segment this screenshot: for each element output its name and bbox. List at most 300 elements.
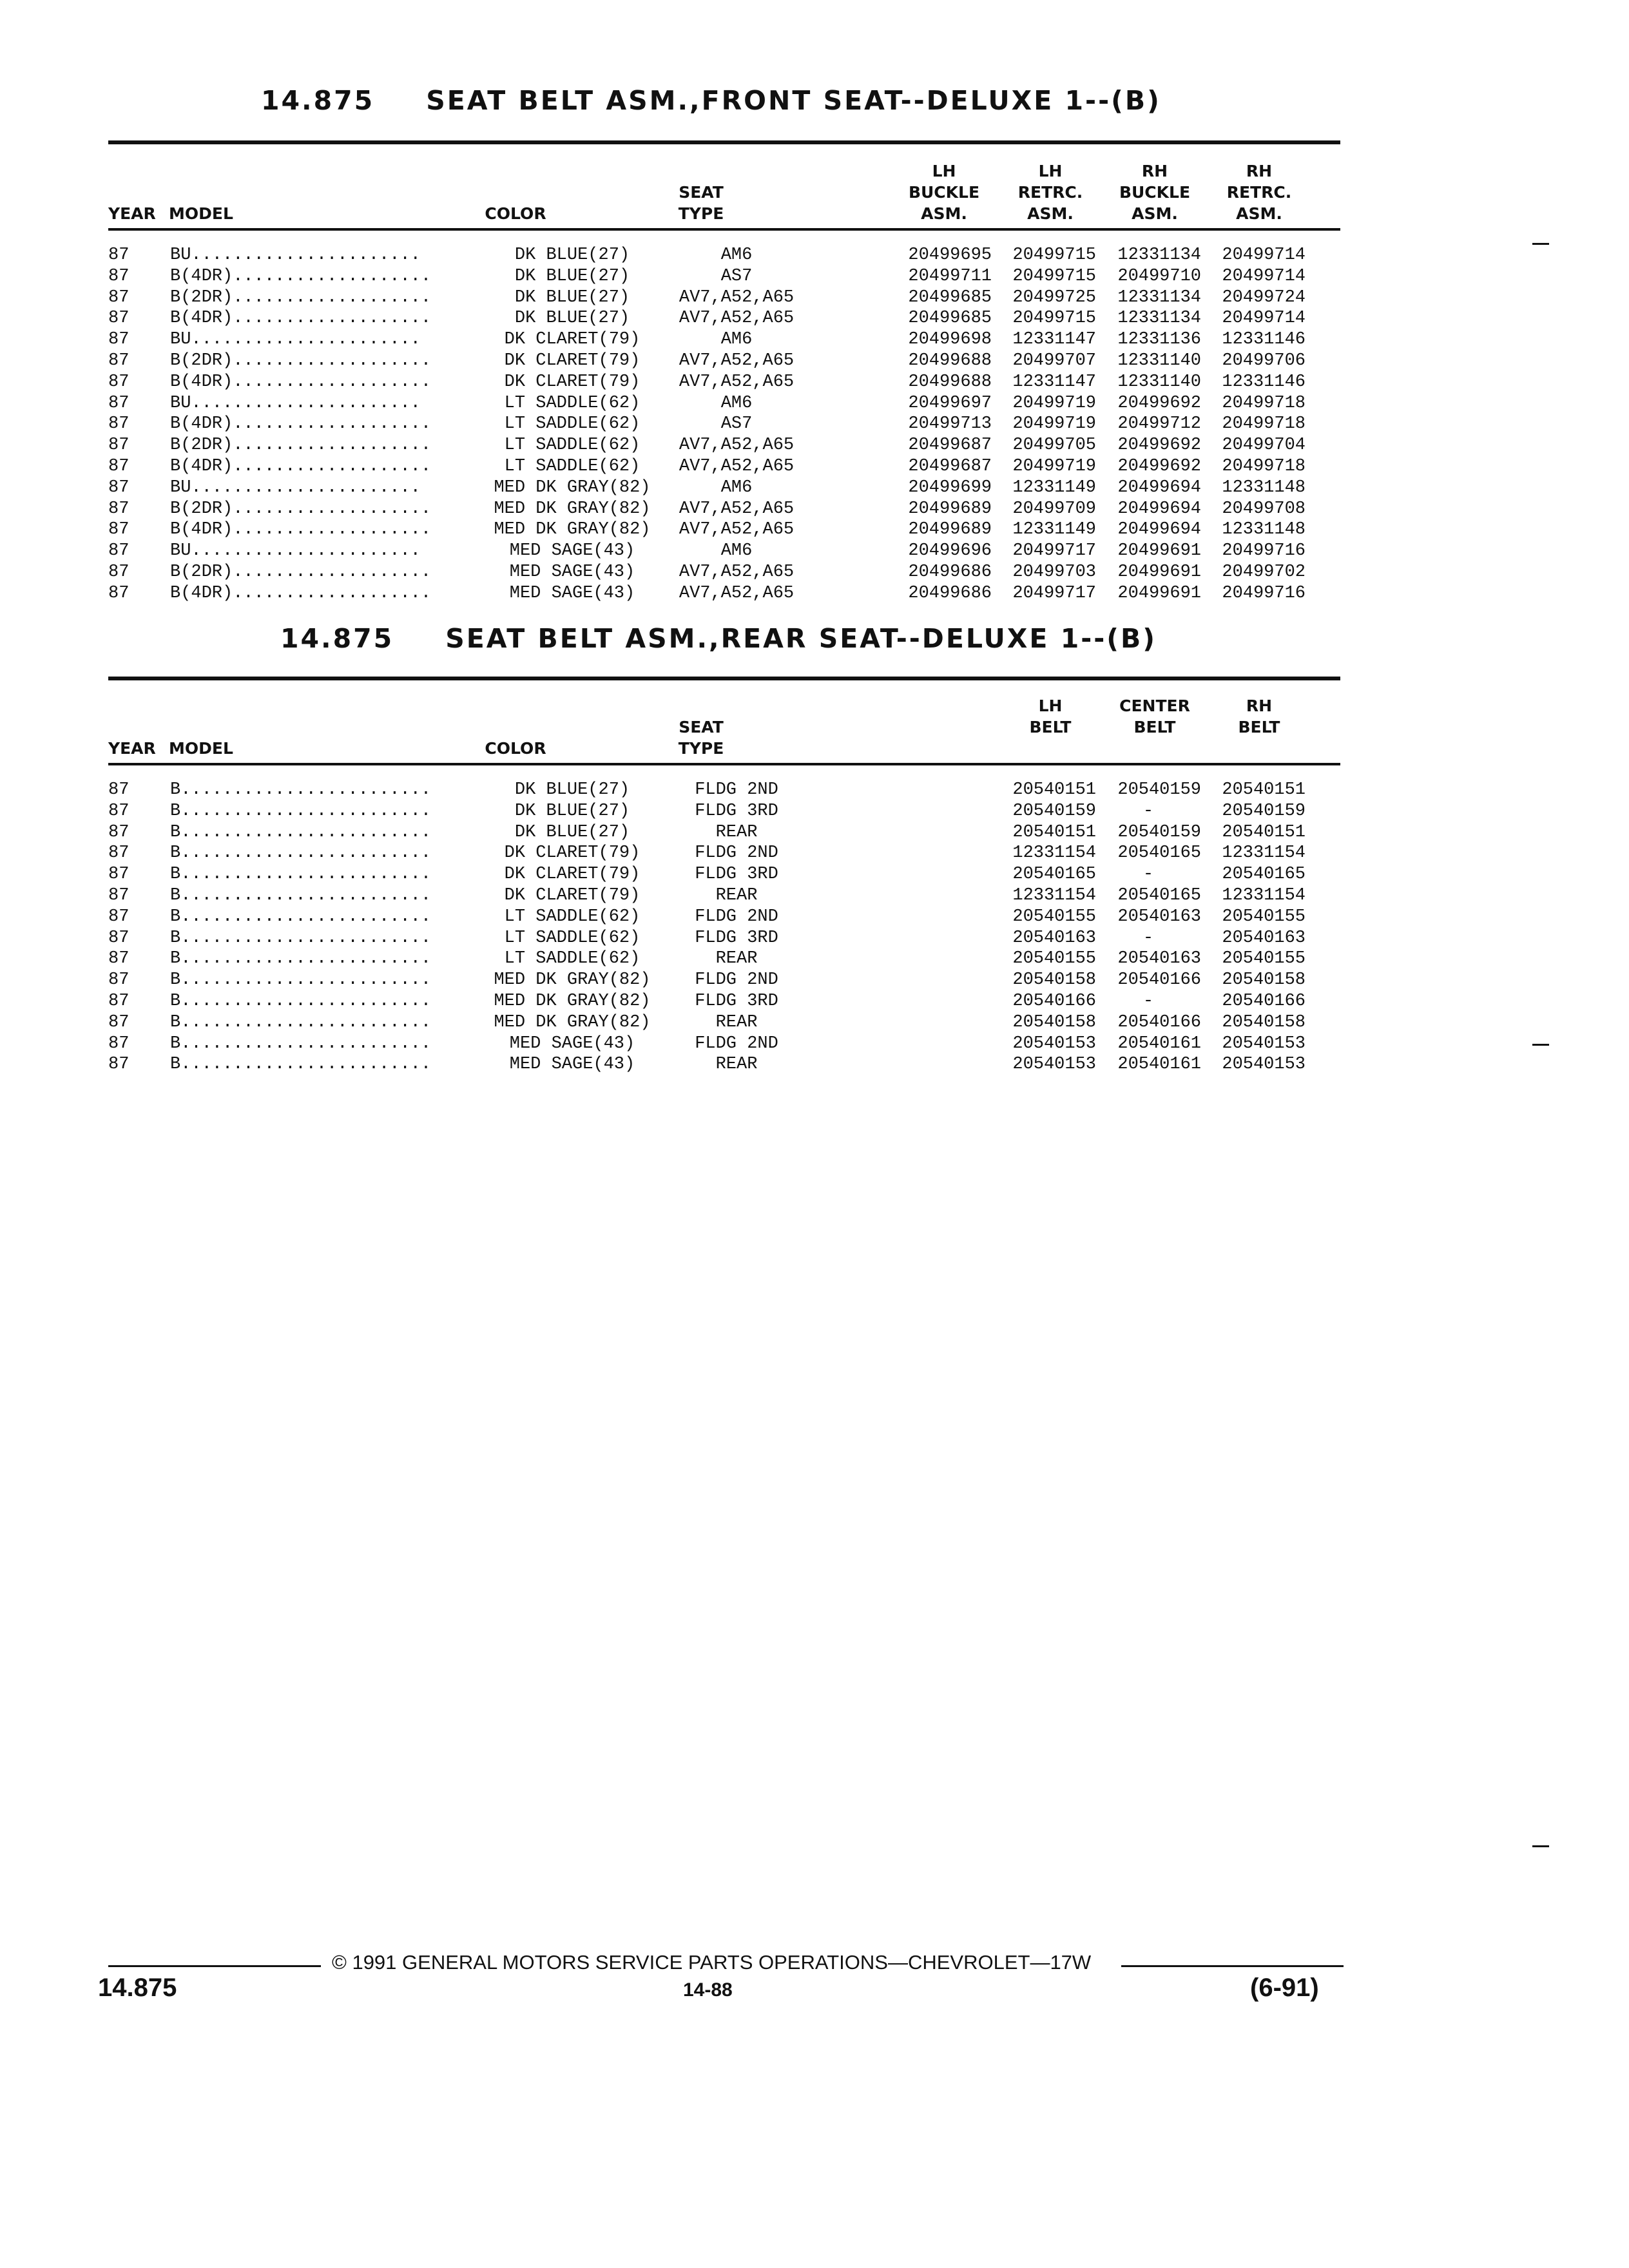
part-number-cell: 20499704 bbox=[1222, 436, 1306, 456]
part-number-cell: 12331148 bbox=[1222, 477, 1306, 497]
model-cell: B(4DR)................... bbox=[170, 456, 432, 476]
part-number-cell: 20540165 bbox=[1117, 885, 1201, 905]
model-cell: B(4DR)................... bbox=[170, 520, 432, 540]
color-cell: LT SADDLE(62) bbox=[434, 435, 711, 456]
table-row bbox=[108, 245, 1340, 266]
color-cell: DK BLUE(27) bbox=[434, 801, 711, 822]
seat-type-cell: REAR bbox=[715, 822, 758, 842]
seat-type-cell: REAR bbox=[715, 1055, 758, 1075]
rear-top-rule bbox=[108, 677, 1340, 680]
color-cell: MED DK GRAY(82) bbox=[434, 499, 711, 520]
seat-type-cell: AM6 bbox=[720, 393, 753, 413]
part-number-cell: 20499691 bbox=[1117, 541, 1201, 561]
part-number-cell: 20540161 bbox=[1117, 1033, 1201, 1053]
table-row bbox=[108, 970, 1340, 991]
year-cell: 87 bbox=[108, 780, 130, 800]
color-cell: MED SAGE(43) bbox=[434, 583, 711, 604]
table-row bbox=[108, 991, 1340, 1012]
part-number-cell: 20540165 bbox=[1012, 865, 1096, 885]
front-header-lh-retractor: LH RETRC. ASM. bbox=[1017, 162, 1083, 223]
seat-type-cell: AV7,A52,A65 bbox=[679, 562, 795, 582]
year-cell: 87 bbox=[108, 1055, 130, 1075]
front-header-rh-buckle: RH BUCKLE ASM. bbox=[1119, 162, 1191, 223]
year-cell: 87 bbox=[108, 414, 130, 434]
part-number-cell: 20499694 bbox=[1117, 499, 1201, 519]
footer-copyright: © 1991 GENERAL MOTORS SERVICE PARTS OPERATIONS—CHEVROLET—17W bbox=[332, 1951, 1092, 1974]
part-number-cell: 20499694 bbox=[1117, 520, 1201, 540]
seat-type-cell: AM6 bbox=[720, 541, 753, 561]
part-number-cell: 20540165 bbox=[1117, 843, 1201, 863]
table-row bbox=[108, 907, 1340, 928]
front-section-heading: SEAT BELT ASM.,FRONT SEAT--DELUXE 1--(B) bbox=[426, 85, 1161, 116]
seat-type-cell: REAR bbox=[715, 1012, 758, 1032]
front-parts-table bbox=[108, 245, 1340, 604]
table-row bbox=[108, 801, 1340, 822]
part-number-cell: 20499715 bbox=[1012, 266, 1096, 286]
table-row bbox=[108, 928, 1340, 949]
part-number-cell: 20540158 bbox=[1222, 970, 1306, 990]
table-row bbox=[108, 308, 1340, 329]
part-number-cell: 20499712 bbox=[1117, 414, 1201, 434]
model-cell: B........................ bbox=[170, 991, 432, 1011]
table-row bbox=[108, 1033, 1340, 1055]
footer-rule-left bbox=[108, 1965, 321, 1967]
rear-section-heading: SEAT BELT ASM.,REAR SEAT--DELUXE 1--(B) bbox=[445, 623, 1157, 654]
part-number-cell: 12331146 bbox=[1222, 330, 1306, 350]
color-cell: MED DK GRAY(82) bbox=[434, 477, 711, 499]
part-number-cell: 20499716 bbox=[1222, 541, 1306, 561]
part-number-cell: 20540153 bbox=[1222, 1033, 1306, 1053]
color-cell: MED SAGE(43) bbox=[434, 541, 711, 562]
rear-header-year: YEAR bbox=[108, 739, 156, 758]
seat-type-cell: FLDG 2ND bbox=[695, 970, 778, 990]
part-number-cell: 12331140 bbox=[1117, 351, 1201, 370]
part-number-cell: 20540155 bbox=[1222, 949, 1306, 969]
year-cell: 87 bbox=[108, 865, 130, 885]
part-number-cell: 12331154 bbox=[1012, 885, 1096, 905]
part-number-cell: 20499714 bbox=[1222, 245, 1306, 265]
part-number-cell: 20499703 bbox=[1012, 562, 1096, 582]
table-row bbox=[108, 843, 1340, 864]
model-cell: BU...................... bbox=[170, 245, 421, 265]
year-cell: 87 bbox=[108, 907, 130, 927]
model-cell: B........................ bbox=[170, 949, 432, 969]
part-number-cell: 12331149 bbox=[1012, 520, 1096, 540]
part-number-cell: - bbox=[1142, 991, 1154, 1011]
color-cell: DK CLARET(79) bbox=[434, 329, 711, 351]
seat-type-cell: FLDG 2ND bbox=[695, 843, 778, 863]
front-header-rule bbox=[108, 228, 1340, 231]
part-number-cell: 20540155 bbox=[1012, 907, 1096, 927]
color-cell: LT SADDLE(62) bbox=[434, 928, 711, 949]
year-cell: 87 bbox=[108, 1033, 130, 1053]
rear-header-seat-type: SEAT TYPE bbox=[678, 718, 724, 758]
part-number-cell: 20499708 bbox=[1222, 499, 1306, 519]
part-number-cell: 20540155 bbox=[1222, 907, 1306, 927]
margin-tick bbox=[1532, 1845, 1549, 1847]
rear-header-rule bbox=[108, 763, 1340, 765]
part-number-cell: 12331147 bbox=[1012, 330, 1096, 350]
model-cell: B........................ bbox=[170, 1012, 432, 1032]
part-number-cell: 20540151 bbox=[1012, 780, 1096, 800]
table-row bbox=[108, 1012, 1340, 1033]
part-number-cell: 20540166 bbox=[1012, 991, 1096, 1011]
part-number-cell: 20499699 bbox=[908, 477, 992, 497]
table-row bbox=[108, 885, 1340, 907]
year-cell: 87 bbox=[108, 456, 130, 476]
model-cell: B........................ bbox=[170, 907, 432, 927]
model-cell: BU...................... bbox=[170, 541, 421, 561]
seat-type-cell: FLDG 3RD bbox=[695, 928, 778, 948]
table-row bbox=[108, 948, 1340, 970]
year-cell: 87 bbox=[108, 351, 130, 370]
seat-type-cell: FLDG 2ND bbox=[695, 907, 778, 927]
front-top-rule bbox=[108, 140, 1340, 144]
rear-header-color: COLOR bbox=[485, 739, 546, 758]
color-cell: MED SAGE(43) bbox=[434, 1054, 711, 1075]
color-cell: LT SADDLE(62) bbox=[434, 456, 711, 477]
part-number-cell: 20499725 bbox=[1012, 287, 1096, 307]
front-header-color: COLOR bbox=[485, 204, 546, 223]
part-number-cell: 12331134 bbox=[1117, 287, 1201, 307]
table-row bbox=[108, 864, 1340, 885]
year-cell: 87 bbox=[108, 330, 130, 350]
model-cell: B(4DR)................... bbox=[170, 266, 432, 286]
part-number-cell: 20499705 bbox=[1012, 436, 1096, 456]
part-number-cell: 20499694 bbox=[1117, 477, 1201, 497]
seat-type-cell: AV7,A52,A65 bbox=[679, 309, 795, 329]
part-number-cell: 12331136 bbox=[1117, 330, 1201, 350]
year-cell: 87 bbox=[108, 436, 130, 456]
part-number-cell: 20499689 bbox=[908, 499, 992, 519]
color-cell: DK CLARET(79) bbox=[434, 885, 711, 907]
part-number-cell: 20540159 bbox=[1117, 780, 1201, 800]
footer-section-number: 14.875 bbox=[98, 1974, 177, 2002]
part-number-cell: 20540158 bbox=[1222, 1012, 1306, 1032]
part-number-cell: 20499695 bbox=[908, 245, 992, 265]
part-number-cell: 20540151 bbox=[1222, 822, 1306, 842]
table-row bbox=[108, 562, 1340, 583]
color-cell: DK BLUE(27) bbox=[434, 780, 711, 801]
part-number-cell: 20499714 bbox=[1222, 309, 1306, 329]
part-number-cell: 20540158 bbox=[1012, 1012, 1096, 1032]
part-number-cell: - bbox=[1142, 801, 1154, 821]
model-cell: B........................ bbox=[170, 780, 432, 800]
seat-type-cell: AV7,A52,A65 bbox=[679, 456, 795, 476]
rear-header-center-belt: CENTER BELT bbox=[1119, 697, 1190, 736]
part-number-cell: 20499698 bbox=[908, 330, 992, 350]
year-cell: 87 bbox=[108, 541, 130, 561]
part-number-cell: 20540163 bbox=[1012, 928, 1096, 948]
year-cell: 87 bbox=[108, 801, 130, 821]
year-cell: 87 bbox=[108, 822, 130, 842]
part-number-cell: 20540159 bbox=[1012, 801, 1096, 821]
seat-type-cell: AS7 bbox=[720, 266, 753, 286]
color-cell: MED SAGE(43) bbox=[434, 1033, 711, 1055]
part-number-cell: 12331149 bbox=[1012, 477, 1096, 497]
table-row bbox=[108, 393, 1340, 414]
table-row bbox=[108, 822, 1340, 843]
model-cell: B........................ bbox=[170, 970, 432, 990]
part-number-cell: 20499689 bbox=[908, 520, 992, 540]
footer-revision-date: (6-91) bbox=[1250, 1974, 1319, 2002]
front-header-lh-buckle: LH BUCKLE ASM. bbox=[908, 162, 980, 223]
year-cell: 87 bbox=[108, 562, 130, 582]
part-number-cell: 20499719 bbox=[1012, 393, 1096, 413]
seat-type-cell: FLDG 3RD bbox=[695, 801, 778, 821]
rear-header-rh-belt: RH BELT bbox=[1238, 697, 1280, 736]
part-number-cell: 20499714 bbox=[1222, 266, 1306, 286]
part-number-cell: 20499685 bbox=[908, 287, 992, 307]
part-number-cell: 20499692 bbox=[1117, 393, 1201, 413]
part-number-cell: 20499715 bbox=[1012, 245, 1096, 265]
part-number-cell: 20499718 bbox=[1222, 456, 1306, 476]
part-number-cell: 20499702 bbox=[1222, 562, 1306, 582]
part-number-cell: 12331148 bbox=[1222, 520, 1306, 540]
table-row bbox=[108, 583, 1340, 604]
seat-type-cell: AV7,A52,A65 bbox=[679, 372, 795, 392]
front-header-year: YEAR bbox=[108, 204, 156, 223]
part-number-cell: 20499686 bbox=[908, 583, 992, 603]
part-number-cell: 12331154 bbox=[1222, 885, 1306, 905]
part-number-cell: 20499717 bbox=[1012, 583, 1096, 603]
year-cell: 87 bbox=[108, 287, 130, 307]
part-number-cell: 20499706 bbox=[1222, 351, 1306, 370]
model-cell: B(4DR)................... bbox=[170, 414, 432, 434]
part-number-cell: 20499710 bbox=[1117, 266, 1201, 286]
model-cell: B(4DR)................... bbox=[170, 309, 432, 329]
year-cell: 87 bbox=[108, 949, 130, 969]
year-cell: 87 bbox=[108, 266, 130, 286]
table-row bbox=[108, 414, 1340, 435]
model-cell: B(2DR)................... bbox=[170, 562, 432, 582]
color-cell: DK BLUE(27) bbox=[434, 822, 711, 843]
seat-type-cell: AV7,A52,A65 bbox=[679, 351, 795, 370]
part-number-cell: 20540163 bbox=[1117, 949, 1201, 969]
year-cell: 87 bbox=[108, 970, 130, 990]
part-number-cell: 12331140 bbox=[1117, 372, 1201, 392]
seat-type-cell: FLDG 3RD bbox=[695, 865, 778, 885]
part-number-cell: 20540163 bbox=[1117, 907, 1201, 927]
color-cell: DK CLARET(79) bbox=[434, 351, 711, 372]
seat-type-cell: AM6 bbox=[720, 477, 753, 497]
part-number-cell: 20540163 bbox=[1222, 928, 1306, 948]
year-cell: 87 bbox=[108, 885, 130, 905]
color-cell: MED DK GRAY(82) bbox=[434, 970, 711, 991]
part-number-cell: 20540161 bbox=[1117, 1055, 1201, 1075]
seat-type-cell: AV7,A52,A65 bbox=[679, 436, 795, 456]
color-cell: DK BLUE(27) bbox=[434, 308, 711, 329]
year-cell: 87 bbox=[108, 991, 130, 1011]
year-cell: 87 bbox=[108, 477, 130, 497]
model-cell: BU...................... bbox=[170, 330, 421, 350]
part-number-cell: 20499687 bbox=[908, 456, 992, 476]
margin-tick bbox=[1532, 1044, 1549, 1046]
front-header-seat-type: SEAT TYPE bbox=[678, 183, 724, 223]
part-number-cell: - bbox=[1142, 928, 1154, 948]
seat-type-cell: FLDG 2ND bbox=[695, 780, 778, 800]
color-cell: DK CLARET(79) bbox=[434, 372, 711, 393]
part-number-cell: 20499719 bbox=[1012, 414, 1096, 434]
rear-section-title bbox=[280, 623, 1157, 654]
year-cell: 87 bbox=[108, 520, 130, 540]
part-number-cell: 12331154 bbox=[1222, 843, 1306, 863]
part-number-cell: 20499711 bbox=[908, 266, 992, 286]
year-cell: 87 bbox=[108, 1012, 130, 1032]
table-row bbox=[108, 266, 1340, 287]
rear-header-lh-belt: LH BELT bbox=[1029, 697, 1072, 736]
part-number-cell: 20540151 bbox=[1222, 780, 1306, 800]
table-row bbox=[108, 287, 1340, 309]
color-cell: LT SADDLE(62) bbox=[434, 907, 711, 928]
model-cell: BU...................... bbox=[170, 393, 421, 413]
front-header-model: MODEL bbox=[169, 204, 233, 223]
color-cell: DK CLARET(79) bbox=[434, 843, 711, 864]
part-number-cell: 20499718 bbox=[1222, 414, 1306, 434]
part-number-cell: 20499692 bbox=[1117, 456, 1201, 476]
year-cell: 87 bbox=[108, 928, 130, 948]
part-number-cell: 12331134 bbox=[1117, 309, 1201, 329]
year-cell: 87 bbox=[108, 309, 130, 329]
seat-type-cell: FLDG 3RD bbox=[695, 991, 778, 1011]
part-number-cell: 20540165 bbox=[1222, 865, 1306, 885]
table-row bbox=[108, 435, 1340, 456]
model-cell: BU...................... bbox=[170, 477, 421, 497]
part-number-cell: 20499717 bbox=[1012, 541, 1096, 561]
color-cell: MED SAGE(43) bbox=[434, 562, 711, 583]
part-number-cell: 12331134 bbox=[1117, 245, 1201, 265]
year-cell: 87 bbox=[108, 245, 130, 265]
footer-page-number: 14-88 bbox=[683, 1979, 733, 2001]
color-cell: DK CLARET(79) bbox=[434, 864, 711, 885]
front-section-title bbox=[261, 85, 1161, 116]
model-cell: B........................ bbox=[170, 801, 432, 821]
year-cell: 87 bbox=[108, 393, 130, 413]
color-cell: MED DK GRAY(82) bbox=[434, 1012, 711, 1033]
part-number-cell: 20540153 bbox=[1012, 1033, 1096, 1053]
part-number-cell: 20540159 bbox=[1222, 801, 1306, 821]
color-cell: DK BLUE(27) bbox=[434, 245, 711, 266]
seat-type-cell: AM6 bbox=[720, 330, 753, 350]
part-number-cell: 20499713 bbox=[908, 414, 992, 434]
table-row bbox=[108, 780, 1340, 801]
model-cell: B........................ bbox=[170, 843, 432, 863]
rear-section-number: 14.875 bbox=[280, 623, 394, 654]
year-cell: 87 bbox=[108, 843, 130, 863]
table-row bbox=[108, 477, 1340, 499]
part-number-cell: 12331146 bbox=[1222, 372, 1306, 392]
part-number-cell: 20499709 bbox=[1012, 499, 1096, 519]
color-cell: LT SADDLE(62) bbox=[434, 393, 711, 414]
model-cell: B........................ bbox=[170, 1033, 432, 1053]
model-cell: B(2DR)................... bbox=[170, 351, 432, 370]
part-number-cell: 12331154 bbox=[1012, 843, 1096, 863]
seat-type-cell: AV7,A52,A65 bbox=[679, 520, 795, 540]
rear-parts-table bbox=[108, 780, 1340, 1075]
color-cell: LT SADDLE(62) bbox=[434, 414, 711, 435]
table-row bbox=[108, 1054, 1340, 1075]
front-header-rh-retractor: RH RETRC. ASM. bbox=[1226, 162, 1292, 223]
part-number-cell: 20499718 bbox=[1222, 393, 1306, 413]
model-cell: B(2DR)................... bbox=[170, 287, 432, 307]
part-number-cell: 20499687 bbox=[908, 436, 992, 456]
seat-type-cell: AV7,A52,A65 bbox=[679, 287, 795, 307]
seat-type-cell: REAR bbox=[715, 949, 758, 969]
rear-header-model: MODEL bbox=[169, 739, 233, 758]
model-cell: B(2DR)................... bbox=[170, 499, 432, 519]
part-number-cell: 20540153 bbox=[1012, 1055, 1096, 1075]
seat-type-cell: AV7,A52,A65 bbox=[679, 583, 795, 603]
table-row bbox=[108, 372, 1340, 393]
model-cell: B........................ bbox=[170, 865, 432, 885]
front-section-number: 14.875 bbox=[261, 85, 375, 116]
part-number-cell: 20540166 bbox=[1117, 1012, 1201, 1032]
model-cell: B........................ bbox=[170, 928, 432, 948]
part-number-cell: 20540151 bbox=[1012, 822, 1096, 842]
part-number-cell: - bbox=[1142, 865, 1154, 885]
part-number-cell: 20499688 bbox=[908, 351, 992, 370]
model-cell: B(2DR)................... bbox=[170, 436, 432, 456]
color-cell: MED DK GRAY(82) bbox=[434, 991, 711, 1012]
model-cell: B........................ bbox=[170, 1055, 432, 1075]
seat-type-cell: AM6 bbox=[720, 245, 753, 265]
part-number-cell: 20499707 bbox=[1012, 351, 1096, 370]
seat-type-cell: AS7 bbox=[720, 414, 753, 434]
part-number-cell: 20540159 bbox=[1117, 822, 1201, 842]
part-number-cell: 20499685 bbox=[908, 309, 992, 329]
part-number-cell: 20540153 bbox=[1222, 1055, 1306, 1075]
part-number-cell: 20499686 bbox=[908, 562, 992, 582]
year-cell: 87 bbox=[108, 499, 130, 519]
model-cell: B(4DR)................... bbox=[170, 372, 432, 392]
part-number-cell: 20499692 bbox=[1117, 436, 1201, 456]
table-row bbox=[108, 329, 1340, 351]
part-number-cell: 20499719 bbox=[1012, 456, 1096, 476]
table-row bbox=[108, 519, 1340, 541]
table-row bbox=[108, 541, 1340, 562]
part-number-cell: 20540166 bbox=[1222, 991, 1306, 1011]
model-cell: B........................ bbox=[170, 822, 432, 842]
part-number-cell: 20499691 bbox=[1117, 583, 1201, 603]
table-row bbox=[108, 351, 1340, 372]
color-cell: DK BLUE(27) bbox=[434, 287, 711, 309]
year-cell: 87 bbox=[108, 372, 130, 392]
part-number-cell: 20499697 bbox=[908, 393, 992, 413]
seat-type-cell: REAR bbox=[715, 885, 758, 905]
model-cell: B........................ bbox=[170, 885, 432, 905]
color-cell: MED DK GRAY(82) bbox=[434, 519, 711, 541]
part-number-cell: 12331147 bbox=[1012, 372, 1096, 392]
table-row bbox=[108, 456, 1340, 477]
part-number-cell: 20499724 bbox=[1222, 287, 1306, 307]
part-number-cell: 20499696 bbox=[908, 541, 992, 561]
part-number-cell: 20499716 bbox=[1222, 583, 1306, 603]
margin-tick bbox=[1532, 243, 1549, 245]
part-number-cell: 20540155 bbox=[1012, 949, 1096, 969]
table-row bbox=[108, 499, 1340, 520]
color-cell: DK BLUE(27) bbox=[434, 266, 711, 287]
seat-type-cell: FLDG 2ND bbox=[695, 1033, 778, 1053]
year-cell: 87 bbox=[108, 583, 130, 603]
footer-rule-right bbox=[1121, 1965, 1344, 1967]
part-number-cell: 20499688 bbox=[908, 372, 992, 392]
part-number-cell: 20499715 bbox=[1012, 309, 1096, 329]
seat-type-cell: AV7,A52,A65 bbox=[679, 499, 795, 519]
part-number-cell: 20540158 bbox=[1012, 970, 1096, 990]
part-number-cell: 20540166 bbox=[1117, 970, 1201, 990]
color-cell: LT SADDLE(62) bbox=[434, 948, 711, 970]
part-number-cell: 20499691 bbox=[1117, 562, 1201, 582]
